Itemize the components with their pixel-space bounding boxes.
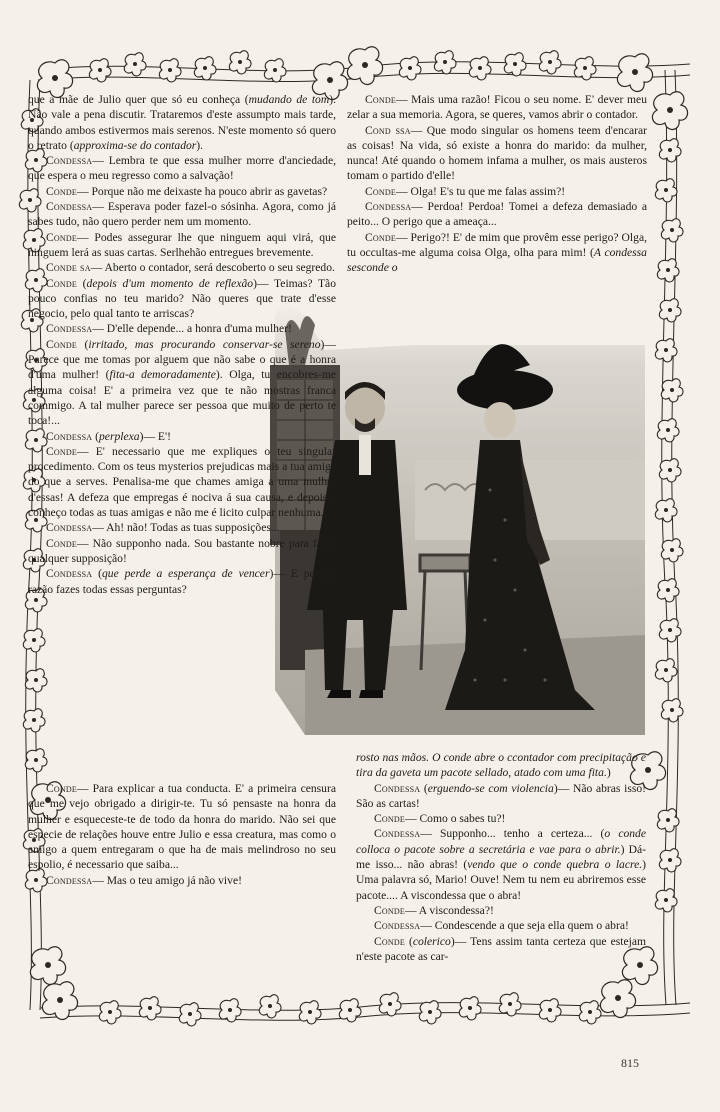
page-number: 815 xyxy=(621,1056,639,1070)
speaker-name: Conde xyxy=(365,93,396,106)
dialogue-text: — Olga! E's tu que me falas assim?! xyxy=(395,184,566,198)
dialogue-paragraph xyxy=(28,92,336,153)
dialogue-text: — Como o sabes tu?! xyxy=(404,812,506,826)
speaker-name: Condessa xyxy=(46,567,93,581)
speaker-name: Cond ssa xyxy=(365,123,411,137)
stage-direction: fita-a demoradamente xyxy=(109,368,216,382)
stage-direction: perplexa xyxy=(99,429,140,443)
speaker-name: Condessa xyxy=(46,154,93,168)
dialogue-text: que a mãe de Julio quer que só eu conheça ( xyxy=(28,93,249,106)
dialogue-text: ). Não vale a pena discutir. Trataremos d'este assumpto mais tarde, quando ambos estivermos mais serenos. N'este momento só quero o retrato ( xyxy=(28,93,336,152)
dialogue-paragraph: Conde (depois d'um momento de reflexão)— Teimas? Tão pouco confias no teu marido? Não queres que trate d'esse negocio, pelo qual tanto te arriscas? xyxy=(28,276,337,321)
stage-direction: erguendo-se com violencia xyxy=(427,781,554,795)
dialogue-text: ). xyxy=(196,138,204,152)
dialogue-text: ). Olga, tu encobres-me alguma coisa! E' a primeira vez que te não mostras franca commigo. A tal mulher parece ser pessoa que muito de perto te toca!... xyxy=(28,368,336,428)
stage-direction: o conde colloca o pacote sobre a secretária e vae para o abrir. xyxy=(356,827,647,856)
dialogue-text: — Teimas? Tão pouco confias no teu marido? Não queres que trate d'esse negocio, pelo qual tanto te arriscas? xyxy=(28,276,337,321)
speaker-name: Condessa xyxy=(365,200,412,214)
dialogue-text: — Perigo?! E' de mim que provêm esse perigo? Olga, tu occultas-me alguma coisa Olga, olha para mim! ( xyxy=(347,230,647,259)
right-text-column-bottom xyxy=(356,750,646,964)
dialogue-paragraph: Condessa (que perde a esperança de vencer)— E porque razão fazes todas essas perguntas? xyxy=(28,567,337,596)
dialogue-paragraph xyxy=(28,444,336,520)
dialogue-paragraph xyxy=(356,750,646,781)
dialogue-paragraph xyxy=(28,153,336,184)
dialogue-paragraph xyxy=(28,199,336,230)
speaker-name: Condessa xyxy=(46,322,93,336)
speaker-name: Conde xyxy=(46,276,77,290)
dialogue-text: ) xyxy=(606,766,611,780)
dialogue-paragraph: Conde (irritado, mas procurando conservar-se sereno)— Parece que me tomas por alguem que não sabe o que é a honra d'uma mulher! (fita-a demoradamente). Olga, tu encobres-me alguma coisa! E' a primeira vez que te não mostras franca commigo. A tal mulher parece ser pessoa que muito de perto te toca!... xyxy=(28,337,336,428)
speaker-name: Condessa xyxy=(374,827,421,841)
dialogue-text: — Aberto o contador, será descoberto o seu segredo. xyxy=(90,261,335,275)
dialogue-text: — Tens assim tanta certeza que estejam n'este pacote as car- xyxy=(356,934,646,963)
speaker-name: Condessa xyxy=(46,429,93,443)
dialogue-text: — A viscondessa?! xyxy=(404,903,494,917)
dialogue-paragraph xyxy=(28,321,336,336)
dialogue-paragraph: Condessa (perplexa)— E'! xyxy=(46,429,171,443)
dialogue-text: — E'! xyxy=(143,429,171,443)
left-text-column-bottom xyxy=(28,781,336,888)
dialogue-text: — E porque razão fazes todas essas perguntas? xyxy=(28,567,337,596)
stage-direction: depois d'um momento de reflexão xyxy=(86,276,254,290)
dialogue-text: ) Uma palavra só, Mario! Ouve! Nem tu nem eu abriremos esse pacote.... A viscondessa que o abra! xyxy=(356,858,646,902)
speaker-name: Condessa xyxy=(46,200,93,214)
dialogue-text: — Podes assegurar lhe que ninguem aqui virá, que ninguem lerá as suas cartas. Serlhehão entregues brevemente. xyxy=(28,230,336,259)
dialogue-text: — Esperava poder fazel-o sósinha. Agora, como já sabes tudo, não quero perder nem um momento. xyxy=(28,200,336,229)
dialogue-paragraph xyxy=(28,230,336,261)
dialogue-text: — Que modo singular os homens teem d'encarar as coisas! Na vida, só existe a honra do marido: da mulher, nunca! Até quando o homem infama a mulher, os mais austeros tomam o partido d'elle! xyxy=(347,123,647,183)
dialogue-paragraph xyxy=(347,123,647,184)
speaker-name: Condessa xyxy=(46,873,93,887)
dialogue-text: — Ah! não! Todas as tuas supposições... xyxy=(92,521,280,535)
dialogue-text: — Lembra te que essa mulher morre d'anciedade, que espera o meu regresso como a salvação! xyxy=(28,154,336,183)
dialogue-paragraph xyxy=(28,260,336,275)
dialogue-text: — Não abras isso! São as cartas! xyxy=(356,781,647,810)
dialogue-text: — Condescende a que seja ella quem o abra! xyxy=(420,919,629,933)
dialogue-paragraph xyxy=(356,903,646,918)
dialogue-paragraph xyxy=(356,811,646,826)
dialogue-text: ) Dá-me isso... não abras! ( xyxy=(356,842,647,872)
stage-direction: approxima-se do contador xyxy=(73,138,197,152)
stage-direction: mudando de tom xyxy=(248,93,330,106)
stage-direction: vendo que o conde quebra o lacre. xyxy=(467,858,643,872)
left-text-column xyxy=(28,92,336,597)
speaker-name: Conde xyxy=(46,184,77,198)
dialogue-paragraph xyxy=(356,826,646,902)
dialogue-paragraph xyxy=(347,184,647,199)
dialogue-text: — Não supponho nada. Sou bastante nobre para fazer qualquer supposição! xyxy=(28,536,336,565)
speaker-name: Condessa xyxy=(46,521,93,535)
dialogue-text: — Supponho... tenho a certeza... ( xyxy=(420,827,605,841)
speaker-name: Conde xyxy=(374,934,405,948)
dialogue-text: — D'elle depende... a honra d'uma mulher! xyxy=(92,322,292,336)
dialogue-paragraph xyxy=(28,536,336,567)
stage-direction: colerico xyxy=(412,934,451,948)
stage-direction: irritado, mas procurando conservar-se sereno xyxy=(88,337,321,351)
dialogue-paragraph xyxy=(356,918,646,933)
speaker-name: Conde xyxy=(374,812,405,826)
dialogue-paragraph: Conde (colerico)— Tens assim tanta certeza que estejam n'este pacote as car- xyxy=(356,934,646,963)
dialogue-paragraph xyxy=(28,873,336,888)
speaker-name: Conde xyxy=(374,903,405,917)
speaker-name: Conde xyxy=(46,230,77,244)
dialogue-text: — Mas o teu amigo já não vive! xyxy=(92,873,242,887)
speaker-name: Conde xyxy=(365,184,396,198)
dialogue-text: — Perdoa! Perdoa! Tomei a defeza demasiado a peito... O perigo que a ameaça... xyxy=(347,200,647,229)
dialogue-text: — Para explicar a tua conducta. E' a primeira censura que me vejo obrigado a dirigir-te. Tu só pensaste na honra da mulher e esqueceste-te de todo da honra do marido. Não sei que especie de relações houve entre Julio e essa creatura, mas como o amigo a quem entregaram o que ha de mais melindroso no seu espolio, é necessario que saiba... xyxy=(28,782,336,872)
speaker-name: Condessa xyxy=(374,919,421,933)
speaker-name: Conde xyxy=(46,444,77,458)
dialogue-paragraph xyxy=(347,230,647,276)
dialogue-text: — E' necessario que me expliques o teu singular procedimento. Com os teus mysterios prejudicas mais a tua amiga do que a serves. Penalisa-me que chames amiga a uma mulher d'essas! A defeza que empregas é nociva á sua causa, e depois... conheço todas as tuas amigas e não me é licito culpar nenhuma... xyxy=(28,444,336,520)
stage-direction: rosto nas mãos. O conde abre o ccontador com precipitação e tira da gaveta um pacote sellado, atado com uma fita. xyxy=(356,751,646,780)
dialogue-paragraph xyxy=(347,199,647,230)
stage-direction: que perde a esperança de vencer xyxy=(102,567,270,581)
stage-direction: A condessa sesconde o xyxy=(347,245,647,275)
dialogue-paragraph xyxy=(28,520,336,535)
dialogue-paragraph xyxy=(28,781,336,873)
dialogue-paragraph: Condessa (erguendo-se com violencia)— Não abras isso! São as cartas! xyxy=(356,781,647,810)
dialogue-text: — Parece que me tomas por alguem que não sabe o que é a honra d'uma mulher! ( xyxy=(28,337,336,382)
speaker-name: Conde xyxy=(46,337,77,351)
dialogue-text: — Mais uma razão! Ficou o seu nome. E' dever meu zelar a sua memoria. Agora, se queres, vamos abrir o contador. xyxy=(347,93,647,122)
speaker-name: Condessa xyxy=(374,781,421,795)
dialogue-text: — Porque não me deixaste ha pouco abrir as gavetas? xyxy=(76,184,328,198)
speaker-name: Conde xyxy=(46,536,77,550)
dialogue-paragraph xyxy=(347,92,647,123)
speaker-name: Conde sa xyxy=(46,261,91,275)
speaker-name: Conde xyxy=(365,230,396,244)
speaker-name: Conde xyxy=(46,782,77,795)
dialogue-paragraph xyxy=(28,184,336,199)
right-text-column-top xyxy=(347,92,647,276)
